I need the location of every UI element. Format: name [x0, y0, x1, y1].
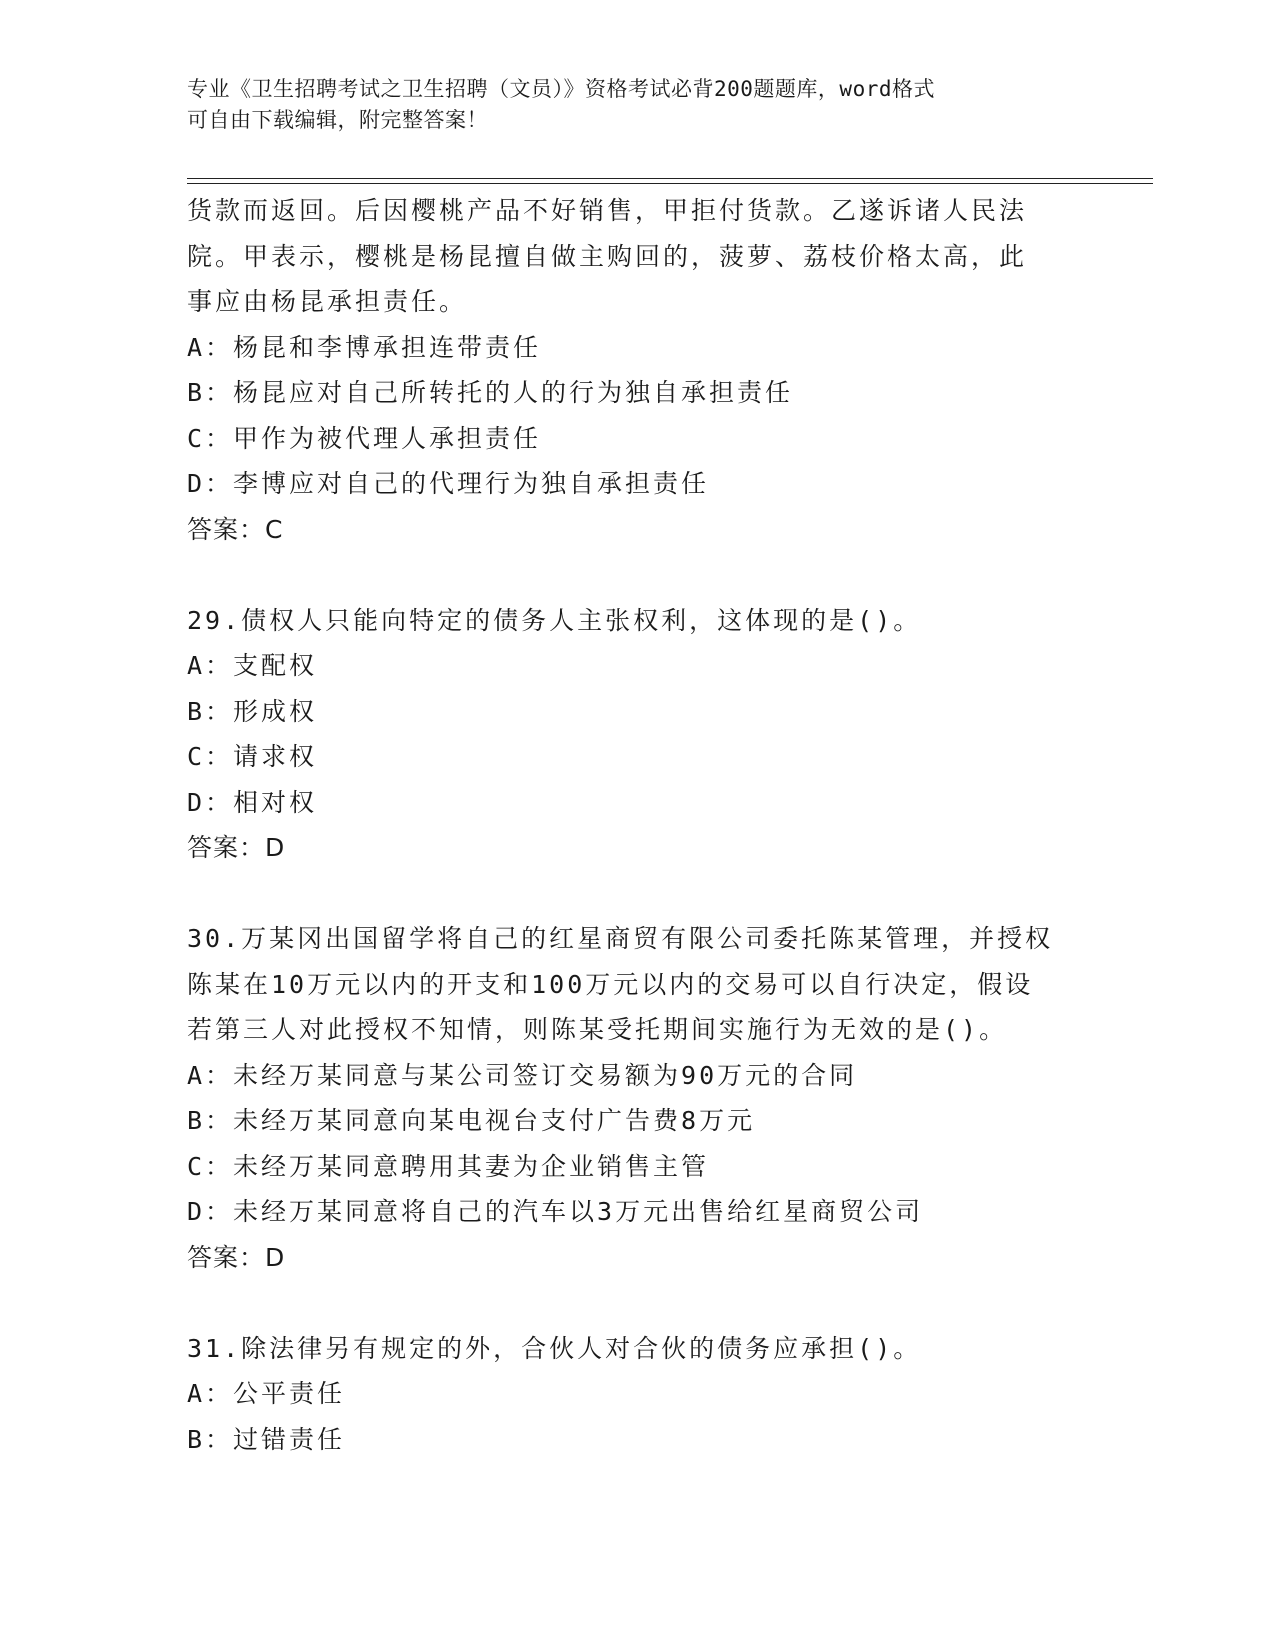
question-28 [187, 188, 1087, 552]
question-content [187, 188, 1087, 1462]
question-text-line: 院。甲表示，樱桃是杨昆擅自做主购回的，菠萝、荔枝价格太高，此 [187, 241, 1028, 271]
option-c: C：未经万某同意聘用其妻为企业销售主管 [187, 1151, 710, 1181]
document-header [187, 74, 1087, 136]
spacer [187, 871, 1087, 917]
header-divider-bottom [187, 183, 1153, 184]
question-text-line: 30.万某冈出国留学将自己的红星商贸有限公司委托陈某管理，并授权 [187, 924, 1054, 953]
option-a: A：支配权 [187, 651, 318, 680]
spacer [187, 552, 1087, 598]
option-c: C：请求权 [187, 742, 318, 771]
option-b: B：杨昆应对自己所转托的人的行为独自承担责任 [187, 378, 794, 407]
option-d: D：相对权 [187, 787, 318, 817]
option-a: A：杨昆和李博承担连带责任 [187, 332, 542, 362]
option-d: D：未经万某同意将自己的汽车以3万元出售给红星商贸公司 [187, 1197, 924, 1226]
question-text-line: 若第三人对此授权不知情，则陈某受托期间实施行为无效的是()。 [187, 1015, 1008, 1044]
header-title-line-1: 专业《卫生招聘考试之卫生招聘（文员）》资格考试必背200题题库，word格式 [187, 77, 935, 101]
question-31 [187, 1326, 1087, 1463]
question-text-line: 31.除法律另有规定的外，合伙人对合伙的债务应承担()。 [187, 1333, 922, 1363]
answer-label: 答案：D [187, 833, 286, 862]
question-29 [187, 598, 1087, 871]
answer-label: 答案：C [187, 514, 284, 544]
header-divider-top [187, 178, 1153, 179]
answer-label: 答案：D [187, 1242, 286, 1272]
question-30 [187, 916, 1087, 1280]
question-text-line: 29.债权人只能向特定的债务人主张权利，这体现的是()。 [187, 605, 922, 635]
option-b: B：形成权 [187, 696, 318, 726]
option-d: D：李博应对自己的代理行为独自承担责任 [187, 469, 710, 498]
option-a: A：未经万某同意与某公司签订交易额为90万元的合同 [187, 1060, 858, 1090]
question-text-line: 货款而返回。后因樱桃产品不好销售，甲拒付货款。乙遂诉诸人民法 [187, 196, 1028, 225]
header-title-line-2: 可自由下载编辑，附完整答案！ [187, 108, 488, 132]
option-b: B：过错责任 [187, 1424, 346, 1454]
spacer [187, 1280, 1087, 1326]
option-b: B：未经万某同意向某电视台支付广告费8万元 [187, 1106, 756, 1135]
question-text-line: 事应由杨昆承担责任。 [187, 287, 468, 316]
option-c: C：甲作为被代理人承担责任 [187, 423, 542, 453]
option-a: A：公平责任 [187, 1379, 346, 1408]
question-text-line: 陈某在10万元以内的开支和100万元以内的交易可以自行决定，假设 [187, 969, 1034, 999]
